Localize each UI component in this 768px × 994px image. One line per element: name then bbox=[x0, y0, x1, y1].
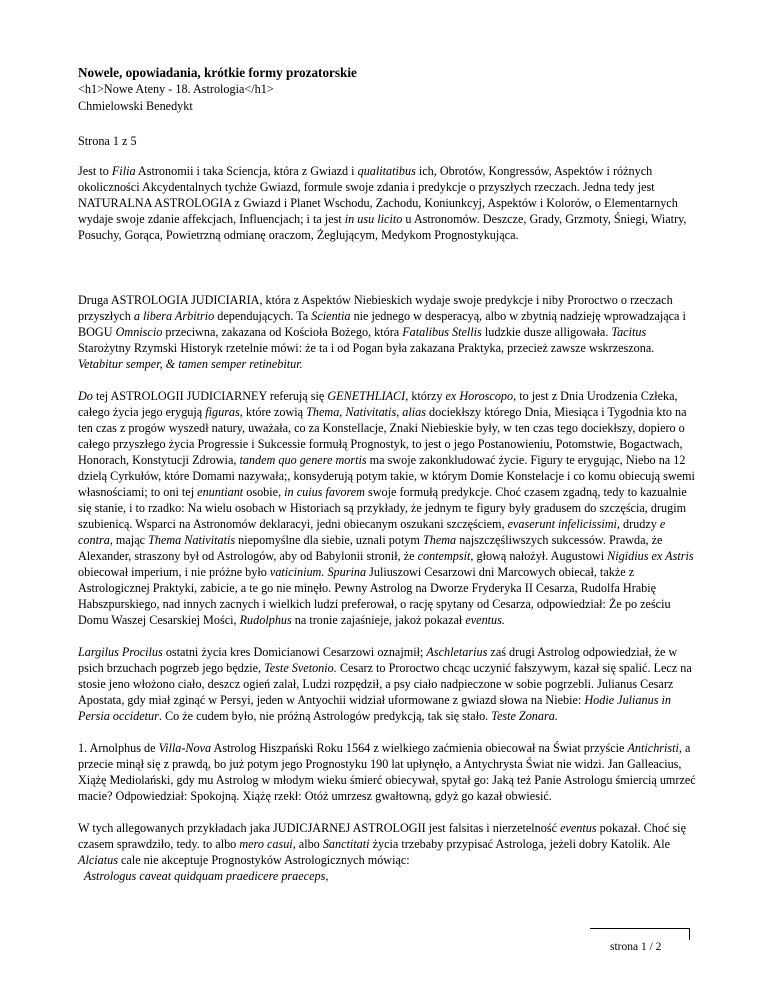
italic-run: alias bbox=[402, 405, 426, 419]
italic-run: Tacitus bbox=[611, 325, 647, 339]
italic-run: vaticinium. bbox=[269, 565, 325, 579]
italic-run: Teste Svetonio. bbox=[264, 661, 337, 675]
footer-rule-corner bbox=[689, 928, 690, 940]
text-run: niepomyślne dla siebie, uznali potym bbox=[235, 533, 423, 547]
text-run: . Co że cudem było, nie próżną Astrologów predykcją, tak się stało. bbox=[158, 709, 492, 723]
paragraph bbox=[78, 388, 698, 628]
paragraph bbox=[78, 292, 698, 372]
quote-text: Astrologus caveat quidquam praedicere praeceps, bbox=[78, 869, 329, 883]
text-run: ludzkie dusze alligowała. bbox=[481, 325, 612, 339]
text-run: u Astronomów. Deszcze, Grady, Grzmoty, Śniegi, Wiatry, Posuchy, Gorąca, Powietrzną odmianę oraczom, Żeglującym, Medykom Prognostykująca. bbox=[78, 212, 687, 242]
italic-run: Filia bbox=[111, 164, 136, 178]
text-run: obiecował imperium, i nie próżne było bbox=[78, 565, 270, 579]
text-run: Jest to bbox=[78, 164, 112, 178]
italic-run: mero casui bbox=[239, 837, 293, 851]
text-run: Astronomii i taka Sciencja, która z Gwiazd i bbox=[135, 164, 358, 178]
italic-run: Thema bbox=[422, 533, 457, 547]
italic-run: Do bbox=[78, 389, 93, 403]
text-run: Astrolog Hiszpański Roku 1564 z wielkiego zaćmienia obiecował na Świat przyście bbox=[211, 741, 628, 755]
italic-run: Thema, Nativitatis bbox=[306, 405, 397, 419]
text-run: a przecie minął się z prawdą, bo już potym jego Prognostyku 190 lat upłynęło, a Antychrysta Świat nie widzi. Jan Galleacius, Xiążę Mediolański, gdy mu Astrolog w młodym wieku śmierć obiecywał, spytał go: Jaką też Panie Astrologu śmiercią umrzeć macie? Odpowiedział: Spokojną. Xiążę rzekł: Otóż umrzesz gwałtowną, gdyż go kazał obwiesić. bbox=[78, 741, 696, 803]
latin-quote-line bbox=[78, 868, 698, 884]
italic-run: Sanctitati bbox=[322, 837, 370, 851]
html-heading-line: <h1>Nowe Ateny - 18. Astrologia</h1> bbox=[78, 82, 274, 96]
paragraph bbox=[78, 163, 698, 243]
italic-run: eventus bbox=[560, 821, 597, 835]
text-run: cale nie akceptuje Prognostyków Astrologicznych mówiąc: bbox=[117, 853, 410, 867]
italic-run: Fatalibus Stellis bbox=[402, 325, 482, 339]
italic-run: GENETHLIACI bbox=[327, 389, 406, 403]
text-run: które zowią bbox=[242, 405, 307, 419]
italic-run: Largilus Procilus bbox=[78, 645, 163, 659]
text-run: życia trzebaby przypisać Astrologa, jeżeli dobry Katolik. Ale bbox=[369, 837, 671, 851]
text-run: dependujących. Ta bbox=[214, 309, 312, 323]
italic-run: in cuius favorem bbox=[284, 485, 365, 499]
italic-run: Nigidius ex Astris bbox=[607, 549, 694, 563]
italic-run: Omniscio bbox=[115, 325, 163, 339]
italic-run: enuntiant bbox=[197, 485, 244, 499]
author-name: Chmielowski Benedykt bbox=[78, 99, 193, 113]
italic-run: Vetabitur semper, & tamen semper retinebitur. bbox=[78, 357, 303, 371]
italic-run: Villa-Nova bbox=[158, 741, 212, 755]
italic-run: tandem quo genere mortis bbox=[239, 453, 367, 467]
italic-run: Scientia bbox=[311, 309, 351, 323]
document-page bbox=[78, 64, 698, 884]
footer-rule bbox=[590, 928, 689, 929]
italic-run: Teste Zonara. bbox=[491, 709, 558, 723]
text-run: pokazał. Choć się czasem sprawdziło, tedy. to albo bbox=[78, 821, 686, 851]
italic-run: evaserunt infelicissimi, bbox=[507, 517, 620, 531]
italic-run: Spurina bbox=[327, 565, 367, 579]
italic-run: a libera Arbitrio bbox=[133, 309, 215, 323]
text-run: drudzy bbox=[619, 517, 660, 531]
text-run: Starożytny Rzymski Historyk rzetelnie mówi: że ta i od Pogan była zakazana Praktyka, przecież zawsze wskrzeszona. bbox=[78, 341, 655, 355]
text-run: , bbox=[396, 405, 403, 419]
text-run: na tronie zajaśnieje, jakoż pokazał bbox=[291, 613, 466, 627]
text-run: Juliuszowi Cesarzowi dni Marcowych obiecał, także z Astrologicznej Praktyki, zabicie, a te go nie minęło. Pewny Astrolog na Dworze Fryderyka II Cesarza, Rudolfa Hrabię Habszpurskiego, nad innych zacnych i wielkich ludzi preferował, o rację spytany od Cesarza, odpowiedział: Że po ześciu Domu Waszej Cesarskiej Mości, bbox=[78, 565, 671, 627]
paragraph bbox=[78, 644, 698, 724]
italic-run: Rudolphus bbox=[239, 613, 292, 627]
text-run: ostatni życia kres Domicianowi Cesarzowi oznajmił; bbox=[162, 645, 427, 659]
text-run: najszczęśliwszych sukcessów. Prawda, że Alexander, straszony był od Astrologów, aby od Babylonii stronił, że bbox=[78, 533, 663, 563]
text-run: W tych allegowanych przykładach jaka JUDICJARNEJ ASTROLOGII jest falsitas i nierzetelność bbox=[78, 821, 561, 835]
italic-run: eventus. bbox=[465, 613, 505, 627]
text-run: , albo bbox=[292, 837, 323, 851]
paragraph bbox=[78, 820, 698, 868]
text-run: ma swoje zakonkludować życie. Figury te erygując, Niebo na 12 dzielą Cyrkułów, które Domami nazywała;, konsyderują potym takie, w którym Domie Konstelacje i co komu obiecują swemi własnościami; to oni tej bbox=[78, 453, 695, 499]
italic-run: Hodie Julianus in Persia occidetur bbox=[78, 693, 671, 723]
text-run: osobie, bbox=[243, 485, 285, 499]
collection-title: Nowele, opowiadania, krótkie formy prozatorskie bbox=[78, 65, 357, 80]
text-run: tej ASTROLOGII JUDICIARNEY referują się bbox=[92, 389, 328, 403]
text-run: 1. Arnolphus de bbox=[78, 741, 159, 755]
text-run: mając bbox=[112, 533, 149, 547]
page-counter: Strona 1 z 5 bbox=[78, 134, 137, 148]
text-run: ich, Obrotów, Kongressów, Aspektów i różnych okoliczności Akcydentalnych tychże Gwiazd, formule swoje zdania i predykcje o przyszłych rzeczach. Jedna tedy jest NATURALNA ASTROLOGIA z Gwiazd i Planet Wschodu, Zachodu, Koniunkcyj, Aspektów i Kolorów, o Elementarnych wydaje swoje zdanie affekcjach, Influencjach; i ta jest bbox=[78, 164, 678, 226]
text-run: dociekłszy którego Dnia, Miesiąca i Tygodnia kto na ten czas z progów wyszedł natury, uważała, co za Konstellacje, Znaki Niebieskie były, w ten czas tego dociekłszy, dopiero o całego przyszłego życia Progressie i Sukcessie formułą Prognostyk, to jest o jego Postanowieniu, Potomstwie, Bogactwach, Honorach, Konstytucji Zdrowia, bbox=[78, 405, 687, 467]
footer-page-number: strona 1 / 2 bbox=[610, 941, 662, 953]
italic-run: e contra, bbox=[78, 517, 666, 547]
text-run: Druga ASTROLOGIA JUDICIARIA, która z Aspektów Niebieskich wydaje swoje predykcje i niby Proroctwo o rzeczach przyszłych bbox=[78, 293, 673, 323]
text-run: głową nałożył. Augustowi bbox=[473, 549, 608, 563]
text-run: swoje formułą predykcje. Choć czasem zgadną, tedy to kazualnie się stanie, i to rzadko: Na wielu osobach w Historiach są przykłady, że jednym te figury były gradusem do szczęścia, drugim szubienicą. Wsparci na Astronomów deklaracyi, jedni obiecanym oszukani szczęściem, bbox=[78, 485, 687, 531]
italic-run: figuras, bbox=[205, 405, 243, 419]
italic-run: contempsit, bbox=[417, 549, 474, 563]
italic-run: Alciatus bbox=[78, 853, 118, 867]
italic-run: Aschletarius bbox=[426, 645, 488, 659]
text-run: nie jednego w desperacyą, albo w zbytnią nadzieję wprowadzająca i BOGU bbox=[78, 309, 686, 339]
text-run: przeciwna, zakazana od Kościoła Bożego, która bbox=[162, 325, 403, 339]
text-run: zaś drugi Astrolog odpowiedział, że w psich brzuchach pogrzeb jego będzie, bbox=[78, 645, 678, 675]
paragraph bbox=[78, 740, 698, 804]
italic-run: Thema Nativitatis bbox=[148, 533, 236, 547]
italic-run: in usu licito bbox=[344, 212, 403, 226]
text-run: to jest z Dnia Urodzenia Człeka, całego życia jego erygują bbox=[78, 389, 678, 419]
italic-run: ex Horoscopo, bbox=[445, 389, 517, 403]
text-run: , którzy bbox=[405, 389, 446, 403]
italic-run: Antichristi, bbox=[627, 741, 682, 755]
text-run: Cesarz to Proroctwo chcąc uczynić fałszywym, kazał się spalić. Lecz na stosie jeno włożono ciało, deszcz ogień zalał, Ludzi rozpędził, a psy ciało nadpieczone w sobie pogrzebli. Julianus Cesarz Apostata, gdy miał zginąć w Persyi, jeden w Antyochii widział uformowane z gwiazd słowa na Niebie: bbox=[78, 661, 692, 707]
italic-run: qualitatibus bbox=[357, 164, 416, 178]
